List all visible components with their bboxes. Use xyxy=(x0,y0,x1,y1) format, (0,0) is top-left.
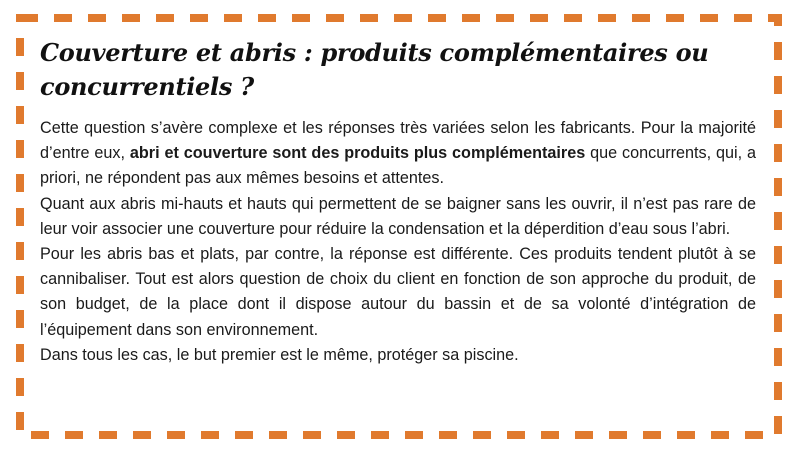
paragraph-3: Pour les abris bas et plats, par contre, la réponse est différente. Ces produits tendent plutôt à se cannibaliser. Tout est alors question de choix du client en fonction de son approche du produit, de son budget, de la place dont il dispose autour du bassin et de sa volonté d’intégration de l’équipement dans son environnement. xyxy=(40,245,756,339)
paragraph-1 xyxy=(40,116,756,192)
paragraph-4: Dans tous les cas, le but premier est le même, protéger sa piscine. xyxy=(40,345,519,364)
paragraph-2: Quant aux abris mi-hauts et hauts qui permettent de se baigner sans les ouvrir, il n’est pas rare de leur voir associer une couverture pour réduire la condensation et la déperdition d’eau sous l’abri. xyxy=(40,194,756,238)
article-box xyxy=(40,36,756,368)
paragraph-1-highlight: abri et couverture sont des produits plus complémentaires xyxy=(129,144,586,163)
box-title: Couverture et abris : produits complémentaires ou concurrentiels ? xyxy=(40,38,709,101)
paragraph-1-intro: Cette question s’avère complexe et les réponses très variées selon les fabricants. Pour la majorité d’entre eux, xyxy=(40,119,756,163)
paragraph-1-end: que concurrents, qui, a priori, ne répondent pas aux mêmes besoins et attentes. xyxy=(40,144,756,188)
